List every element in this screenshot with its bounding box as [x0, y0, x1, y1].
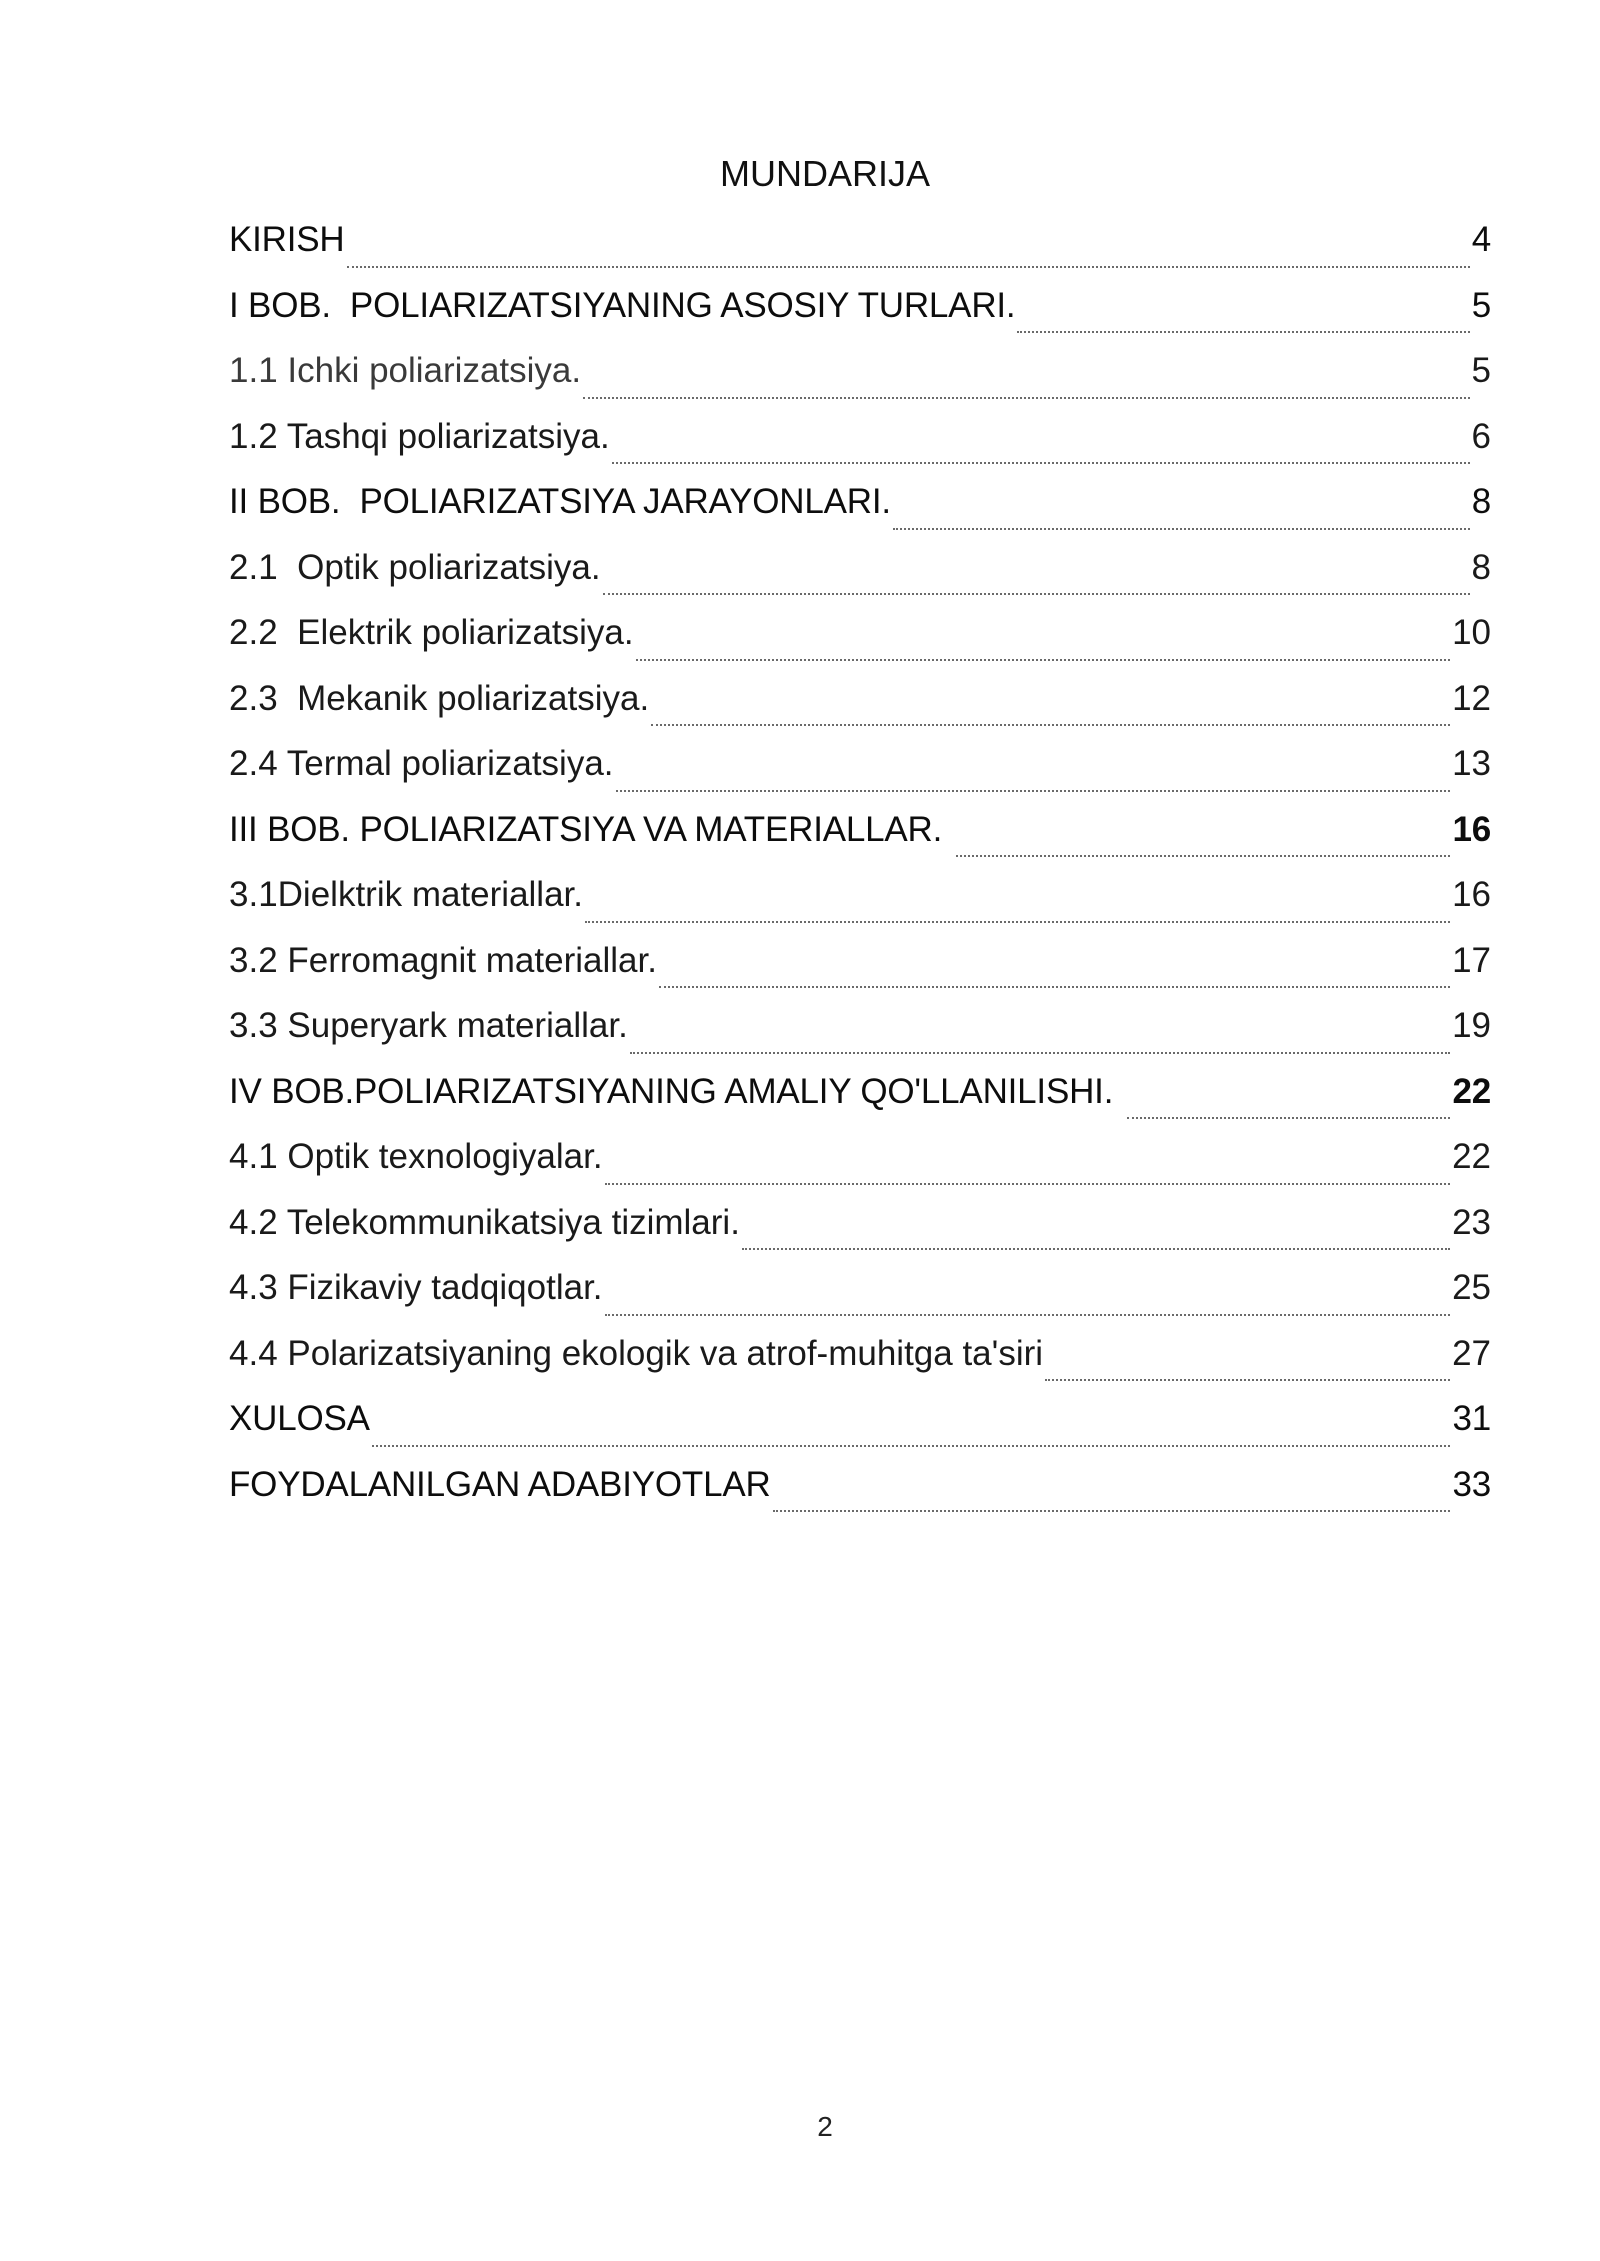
toc-dot-leader: [742, 1247, 1450, 1250]
toc-entry[interactable]: [229, 1201, 1491, 1267]
toc-entry[interactable]: [229, 1463, 1491, 1529]
toc-entry-title: II BOB. POLIARIZATSIYA JARAYONLARI.: [229, 482, 891, 521]
toc-entry-page-number: 12: [1452, 678, 1491, 718]
toc-entry-page-number: 19: [1452, 1006, 1491, 1045]
toc-entry[interactable]: [229, 873, 1491, 939]
toc-entry-title: KIRISH: [229, 220, 345, 259]
toc-dot-leader: [1127, 1116, 1450, 1119]
toc-entry[interactable]: [229, 480, 1491, 546]
toc-entry[interactable]: [229, 415, 1491, 481]
toc-entry-title: 2.4 Termal poliarizatsiya.: [229, 744, 614, 783]
toc-dot-leader: [1017, 330, 1469, 333]
toc-entry[interactable]: [229, 1004, 1491, 1070]
toc-dot-leader: [636, 658, 1450, 661]
toc-entry-title: 4.2 Telekommunikatsiya tizimlari.: [229, 1202, 740, 1242]
toc-dot-leader: [616, 789, 1451, 792]
toc-entry[interactable]: [229, 218, 1491, 284]
toc-entry-title: 1.2 Tashqi poliarizatsiya.: [229, 416, 610, 456]
toc-dot-leader: [612, 461, 1470, 464]
toc-entry-title: 4.4 Polarizatsiyaning ekologik va atrof-muhitga ta'siri: [229, 1333, 1044, 1373]
toc-entry[interactable]: [229, 1332, 1491, 1398]
toc-dot-leader: [773, 1509, 1451, 1512]
toc-entry-page-number: 4: [1471, 220, 1491, 259]
toc-entry-page-number: 22: [1452, 1071, 1491, 1111]
toc-dot-leader: [630, 1051, 1450, 1054]
toc-entry-title: 4.1 Optik texnologiyalar.: [229, 1137, 603, 1176]
toc-entry-page-number: 23: [1452, 1202, 1491, 1242]
toc-entry-page-number: 25: [1452, 1268, 1491, 1307]
page-number: 2: [817, 2111, 833, 2142]
toc-entry-title: FOYDALANILGAN ADABIYOTLAR: [229, 1464, 771, 1504]
toc-entry[interactable]: [229, 611, 1491, 677]
toc-entry-page-number: 5: [1471, 351, 1491, 390]
toc-dot-leader: [893, 527, 1470, 530]
toc-entry-page-number: 16: [1452, 875, 1491, 914]
toc-entry-page-number: 17: [1452, 940, 1491, 980]
toc-dot-leader: [956, 854, 1450, 857]
toc-dot-leader: [347, 265, 1470, 268]
toc-entry-page-number: 33: [1452, 1464, 1491, 1504]
toc-entry[interactable]: [229, 742, 1491, 808]
toc-entry[interactable]: [229, 808, 1491, 874]
toc-entry-page-number: 6: [1471, 416, 1491, 456]
toc-entry-title: XULOSA: [229, 1399, 370, 1438]
toc-entry-title: III BOB. POLIARIZATSIYA VA MATERIALLAR.: [229, 809, 943, 849]
toc-entry[interactable]: [229, 546, 1491, 612]
toc-dot-leader: [605, 1182, 1451, 1185]
toc-dot-leader: [583, 396, 1469, 399]
toc-entry-page-number: 8: [1471, 547, 1491, 587]
toc-entry[interactable]: [229, 939, 1491, 1005]
toc-dot-leader: [585, 920, 1450, 923]
toc-entry-title: 2.2 Elektrik poliarizatsiya.: [229, 613, 634, 652]
toc-entry-page-number: 22: [1452, 1137, 1491, 1176]
toc-entry-title: 3.3 Superyark materiallar.: [229, 1006, 628, 1045]
toc-entry-title: I BOB. POLIARIZATSIYANING ASOSIY TURLARI.: [229, 285, 1016, 325]
toc-entry-title: 3.1Dielktrik materiallar.: [229, 875, 583, 914]
toc-heading: MUNDARIJA: [719, 153, 930, 194]
toc-entry-title: 1.1 Ichki poliarizatsiya.: [229, 351, 582, 390]
toc-entry[interactable]: [229, 677, 1491, 743]
toc-entry-title: IV BOB.POLIARIZATSIYANING AMALIY QO'LLANILISHI.: [229, 1071, 1114, 1111]
toc-entry-title: 2.3 Mekanik poliarizatsiya.: [229, 678, 650, 718]
toc-entry-page-number: 27: [1452, 1333, 1491, 1373]
table-of-contents: [229, 218, 1491, 1528]
toc-dot-leader: [603, 592, 1470, 595]
toc-entry[interactable]: [229, 1397, 1491, 1463]
toc-entry-page-number: 10: [1452, 613, 1491, 652]
toc-entry[interactable]: [229, 284, 1491, 350]
toc-entry[interactable]: [229, 349, 1491, 415]
toc-entry-title: 4.3 Fizikaviy tadqiqotlar.: [229, 1268, 603, 1307]
toc-entry-title: 2.1 Optik poliarizatsiya.: [229, 547, 601, 587]
toc-entry[interactable]: [229, 1070, 1491, 1136]
toc-entry[interactable]: [229, 1266, 1491, 1332]
toc-entry-title: 3.2 Ferromagnit materiallar.: [229, 940, 657, 980]
toc-entry[interactable]: [229, 1135, 1491, 1201]
toc-dot-leader: [1045, 1378, 1450, 1381]
toc-entry-page-number: 5: [1471, 285, 1491, 325]
toc-dot-leader: [659, 985, 1450, 988]
toc-entry-page-number: 13: [1452, 744, 1491, 783]
toc-dot-leader: [605, 1313, 1451, 1316]
toc-entry-page-number: 31: [1452, 1399, 1491, 1438]
toc-dot-leader: [372, 1444, 1451, 1447]
toc-entry-page-number: 16: [1452, 809, 1491, 849]
toc-entry-page-number: 8: [1471, 482, 1491, 521]
toc-dot-leader: [651, 723, 1450, 726]
